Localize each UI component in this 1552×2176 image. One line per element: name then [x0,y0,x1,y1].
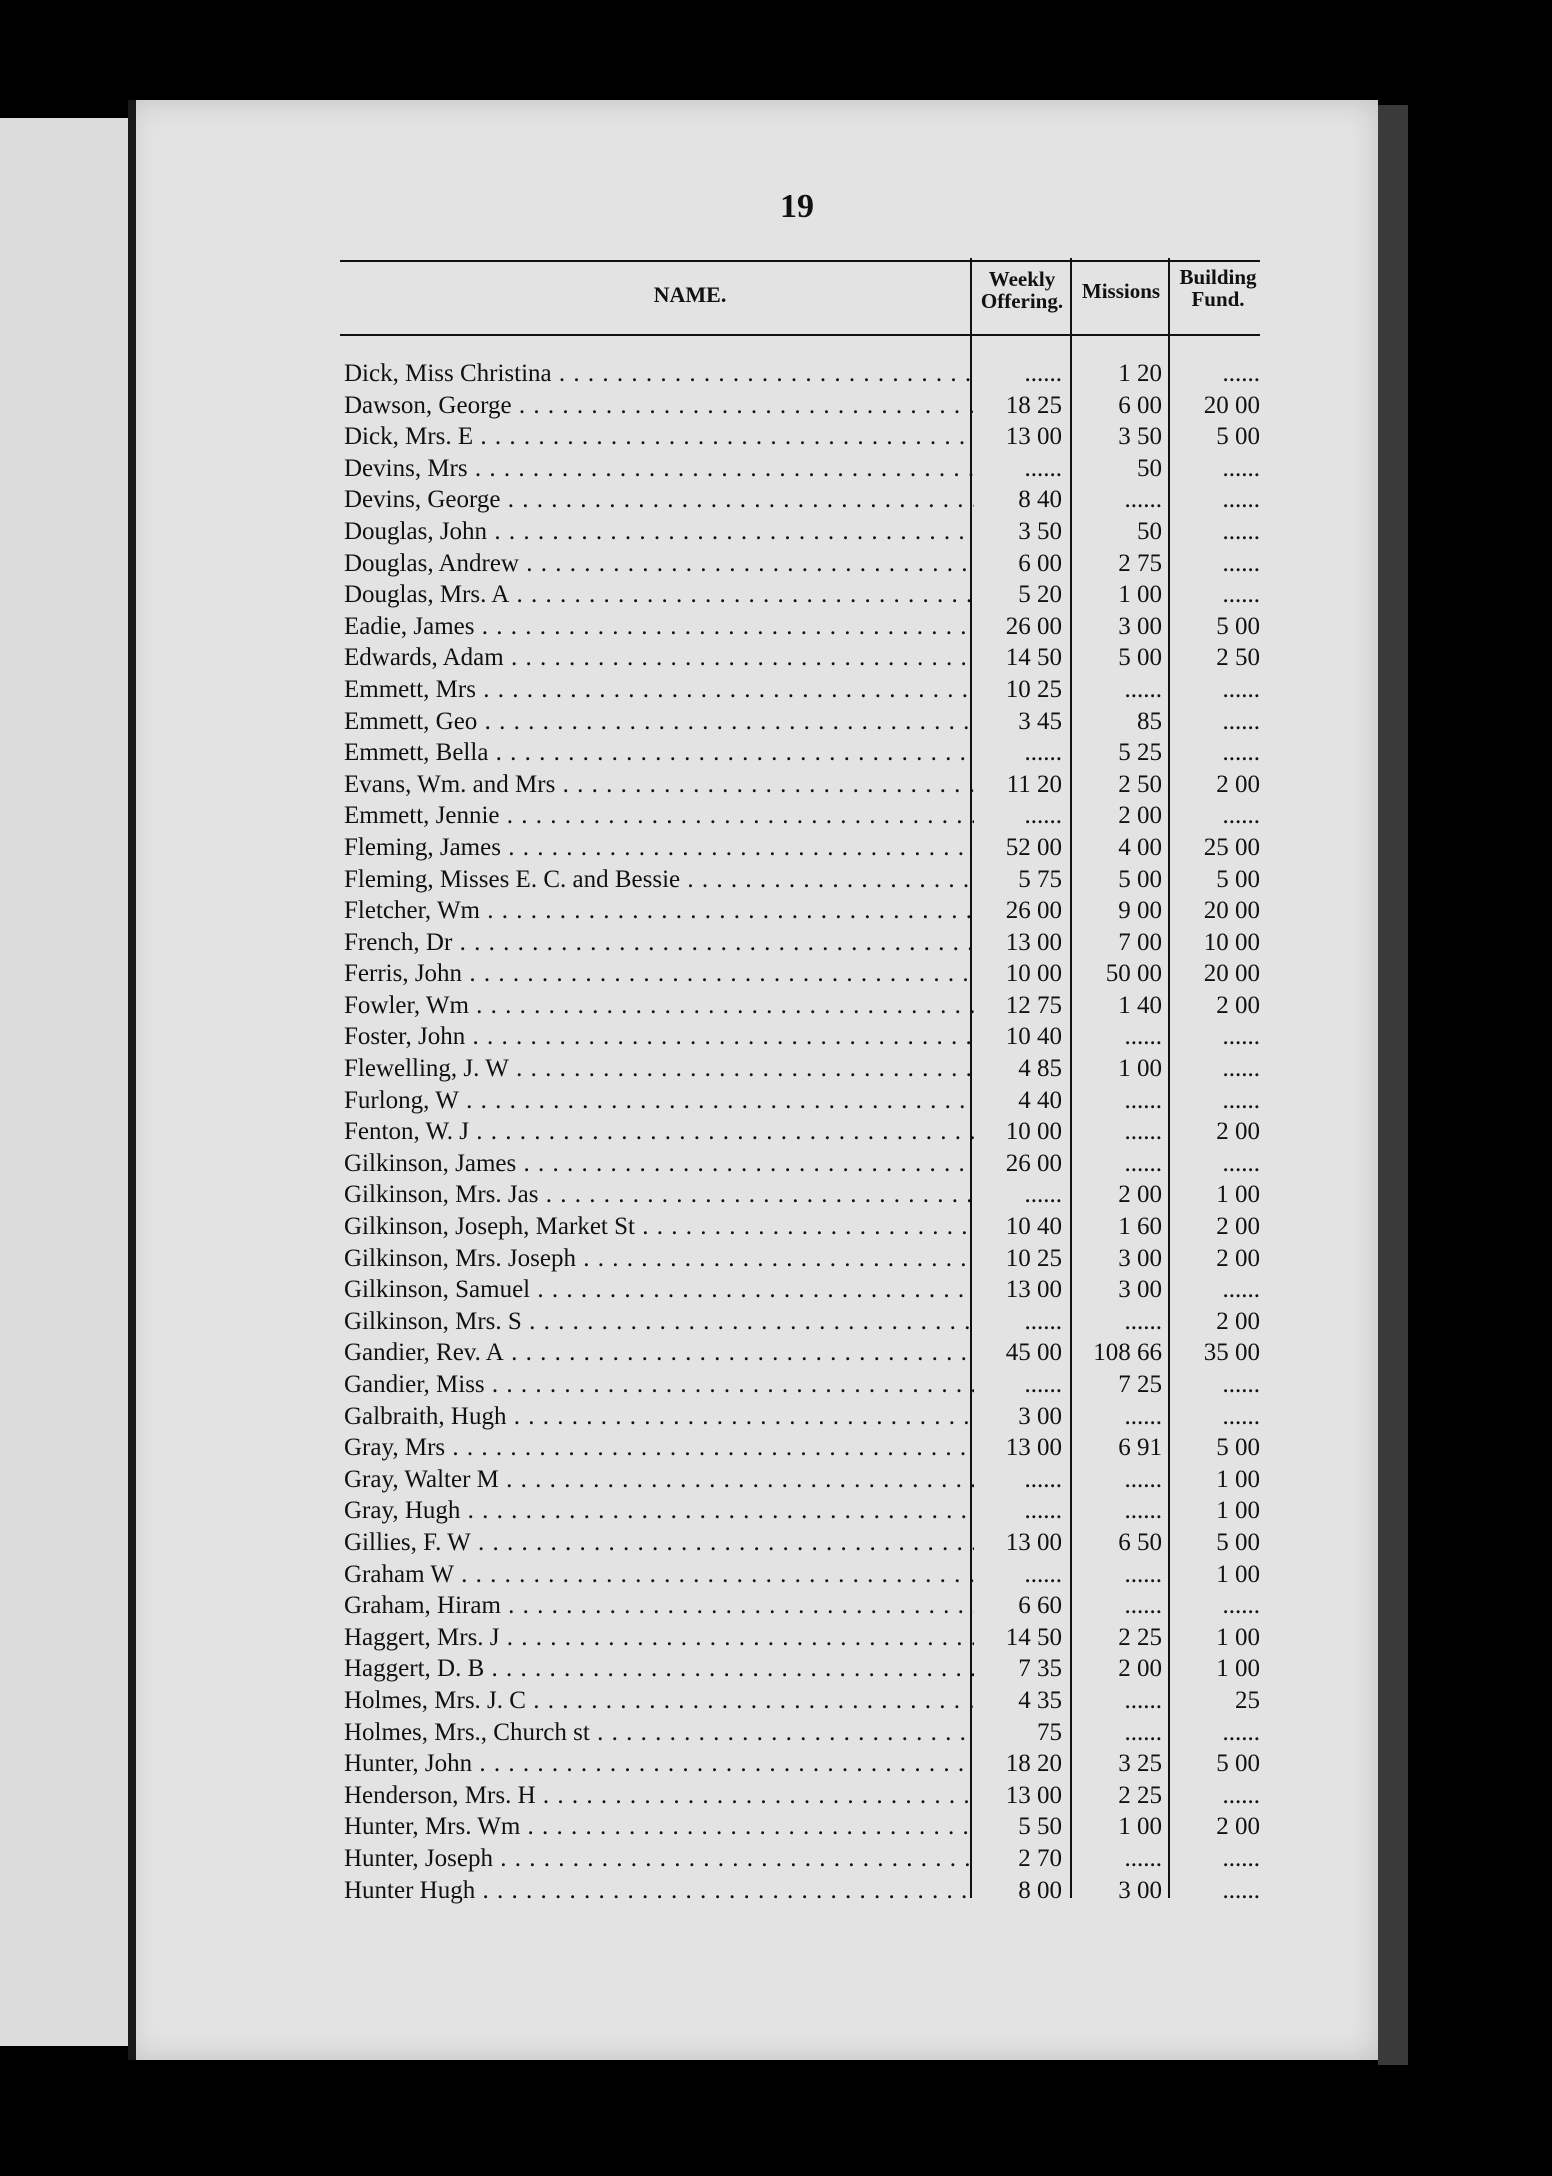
weekly-offering-amount: ...... [1024,360,1062,387]
building-fund-amount: 1 00 [1216,1465,1260,1493]
contributor-name: Foster, John . . . [344,1021,974,1053]
contributor-name: Emmett, Mrs . . . [344,674,974,706]
contributor-name: Flewelling, J. W . . . [344,1053,974,1085]
weekly-offering-amount: 2 70 [1018,1844,1062,1872]
weekly-offering-amount: ...... [1024,739,1062,767]
weekly-offering-amount: ...... [1024,1560,1062,1588]
table-row [340,1748,1260,1780]
missions-amount: ...... [1124,675,1162,703]
table-row [340,1337,1260,1369]
building-fund-amount: 5 00 [1216,1528,1260,1556]
building-fund-amount: 2 50 [1216,644,1260,672]
missions-amount: 9 00 [1118,897,1162,925]
contributor-name: Gandier, Miss . . . [344,1369,974,1401]
building-fund-amount: 2 00 [1216,1244,1260,1272]
table-row [340,1053,1260,1085]
weekly-offering-amount: 75 [1037,1718,1062,1746]
table-row [340,927,1260,959]
contributor-name: Gilkinson, Joseph, Market St . . . [344,1211,974,1243]
contributor-name: Gilkinson, James . . . [344,1148,974,1180]
building-fund-amount: 5 00 [1216,1434,1260,1462]
building-fund-amount: ...... [1222,1276,1260,1304]
contributor-name: Galbraith, Hugh . . . [344,1401,974,1433]
page-thickness-edge [1378,105,1408,2065]
building-fund-amount: 10 00 [1203,928,1260,956]
contributor-name: Fleming, Misses E. C. and Bessie . . . [344,864,974,896]
contributor-name: Holmes, Mrs., Church st . . . [344,1717,974,1749]
missions-amount: ...... [1124,1560,1162,1588]
table-row [340,895,1260,927]
table-row [340,1717,1260,1749]
weekly-offering-amount: 13 00 [1005,928,1062,956]
weekly-offering-amount: 6 60 [1018,1592,1062,1620]
table-row [340,1653,1260,1685]
building-fund-amount: ...... [1222,1086,1260,1114]
table-row [340,1590,1260,1622]
weekly-offering-amount: 52 00 [1005,833,1062,861]
contributor-name: Douglas, Mrs. A . . . [344,579,974,611]
weekly-offering-amount: 7 35 [1018,1655,1062,1683]
contributor-name: Emmett, Geo . . . [344,706,974,738]
facing-page-edge [0,118,142,2046]
contributor-name: Holmes, Mrs. J. C . . . [344,1685,974,1717]
building-fund-amount: 5 00 [1216,423,1260,451]
contributor-name: Henderson, Mrs. H . . . [344,1780,974,1812]
weekly-offering-amount: 10 00 [1005,1118,1062,1146]
weekly-offering-amount: ...... [1024,802,1062,830]
weekly-offering-amount: 45 00 [1005,1339,1062,1367]
table-row [340,1274,1260,1306]
weekly-offering-amount: 8 00 [1018,1876,1062,1904]
missions-amount: 3 00 [1118,1244,1162,1272]
table-row [340,1148,1260,1180]
missions-amount: ...... [1124,1844,1162,1872]
table-row [340,516,1260,548]
contributor-name: Douglas, John . . . [344,516,974,548]
contributor-name: Devins, Mrs . . . [344,453,974,485]
weekly-offering-amount: 14 50 [1005,1623,1062,1651]
contributor-name: Gray, Hugh . . . [344,1495,974,1527]
weekly-offering-amount: 18 25 [1005,391,1062,419]
contributor-name: Gillies, F. W . . . [344,1527,974,1559]
missions-amount: 2 50 [1118,770,1162,798]
contributor-name: Hunter Hugh . . . [344,1875,974,1907]
missions-amount: 1 40 [1118,991,1162,1019]
table-row [340,1243,1260,1275]
building-fund-amount: ...... [1222,454,1260,482]
table-top-rule [340,260,1260,262]
table-row [340,1843,1260,1875]
contributor-name: Gray, Walter M . . . [344,1464,974,1496]
building-fund-amount: 20 00 [1203,897,1260,925]
table-row [340,1432,1260,1464]
missions-amount: 2 00 [1118,802,1162,830]
building-fund-amount: 5 00 [1216,1750,1260,1778]
table-row [340,1464,1260,1496]
table-row [340,1401,1260,1433]
contributor-name: Douglas, Andrew . . . [344,548,974,580]
table-row [340,1021,1260,1053]
building-fund-amount: ...... [1222,675,1260,703]
table-row [340,453,1260,485]
table-row [340,1369,1260,1401]
table-row [340,769,1260,801]
contributor-name: Emmett, Jennie . . . [344,800,974,832]
building-fund-amount: ...... [1222,802,1260,830]
weekly-offering-amount: 12 75 [1005,991,1062,1019]
weekly-offering-amount: 5 50 [1018,1813,1062,1841]
missions-amount: ...... [1124,1086,1162,1114]
weekly-offering-amount: 3 45 [1018,707,1062,735]
weekly-offering-amount: 10 40 [1005,1023,1062,1051]
missions-amount: 1 00 [1118,581,1162,609]
building-fund-amount: ...... [1222,1876,1260,1904]
building-fund-amount: 1 00 [1216,1560,1260,1588]
weekly-offering-amount: 5 75 [1018,865,1062,893]
missions-amount: 1 00 [1118,1813,1162,1841]
contributor-name: Hunter, Mrs. Wm . . . [344,1811,974,1843]
table-row [340,358,1260,390]
missions-amount: 108 66 [1093,1339,1162,1367]
weekly-offering-amount: ...... [1024,1465,1062,1493]
building-fund-amount: 2 00 [1216,1813,1260,1841]
table-row [340,706,1260,738]
weekly-offering-amount: 13 00 [1005,1276,1062,1304]
weekly-offering-amount: 10 40 [1005,1213,1062,1241]
weekly-offering-amount: 3 50 [1018,517,1062,545]
page-binding-edge [128,100,136,2060]
table-row [340,1527,1260,1559]
missions-amount: 85 [1137,707,1162,735]
weekly-offering-amount: 3 00 [1018,1402,1062,1430]
contributor-name: Fowler, Wm . . . [344,990,974,1022]
header-building-fund: Building Fund. [1179,265,1257,311]
building-fund-amount: ...... [1222,1402,1260,1430]
contributor-name: Gandier, Rev. A . . . [344,1337,974,1369]
contributor-name: Gray, Mrs . . . [344,1432,974,1464]
building-fund-amount: 2 00 [1216,1213,1260,1241]
missions-amount: 3 00 [1118,612,1162,640]
table-row [340,1211,1260,1243]
missions-amount: ...... [1124,1592,1162,1620]
contributor-name: Ferris, John . . . [344,958,974,990]
contributor-name: Evans, Wm. and Mrs . . . [344,769,974,801]
missions-amount: ...... [1124,1402,1162,1430]
missions-amount: ...... [1124,1497,1162,1525]
weekly-offering-amount: 4 40 [1018,1086,1062,1114]
contributor-name: Furlong, W . . . [344,1085,974,1117]
page-number: 19 [780,188,814,225]
table-row [340,579,1260,611]
contributor-name: Devins, George . . . [344,484,974,516]
contributor-name: Graham, Hiram . . . [344,1590,974,1622]
missions-amount: 2 75 [1118,549,1162,577]
weekly-offering-amount: 10 25 [1005,675,1062,703]
weekly-offering-amount: 10 00 [1005,960,1062,988]
building-fund-amount: 35 00 [1203,1339,1260,1367]
missions-amount: 3 00 [1118,1876,1162,1904]
missions-amount: ...... [1124,486,1162,514]
building-fund-amount: 2 00 [1216,770,1260,798]
missions-amount: 50 00 [1105,960,1162,988]
table-row [340,832,1260,864]
weekly-offering-amount: 4 85 [1018,1055,1062,1083]
contributor-name: Haggert, Mrs. J . . . [344,1622,974,1654]
missions-amount: 1 00 [1118,1055,1162,1083]
missions-amount: 2 25 [1118,1781,1162,1809]
contributor-name: Eadie, James . . . [344,611,974,643]
table-row [340,421,1260,453]
contributor-name: Fletcher, Wm . . . [344,895,974,927]
contributor-name: Haggert, D. B . . . [344,1653,974,1685]
table-row [340,1875,1260,1907]
contributor-name: Gilkinson, Mrs. Jas . . . [344,1179,974,1211]
missions-amount: ...... [1124,1465,1162,1493]
building-fund-amount: 1 00 [1216,1623,1260,1651]
building-fund-amount: ...... [1222,739,1260,767]
contributor-name: Fleming, James . . . [344,832,974,864]
contributor-name: Dick, Miss Christina . . . [344,358,974,390]
weekly-offering-amount: 4 35 [1018,1686,1062,1714]
missions-amount: 5 00 [1118,644,1162,672]
table-row [340,1306,1260,1338]
weekly-offering-amount: 5 20 [1018,581,1062,609]
missions-amount: 4 00 [1118,833,1162,861]
missions-amount: ...... [1124,1718,1162,1746]
building-fund-amount: 2 00 [1216,991,1260,1019]
weekly-offering-amount: 8 40 [1018,486,1062,514]
table-row [340,1685,1260,1717]
weekly-offering-amount: 13 00 [1005,1528,1062,1556]
building-fund-amount: 20 00 [1203,391,1260,419]
table-row [340,958,1260,990]
weekly-offering-amount: 14 50 [1005,644,1062,672]
missions-amount: 3 25 [1118,1750,1162,1778]
weekly-offering-amount: 26 00 [1005,1149,1062,1177]
table-row [340,390,1260,422]
missions-amount: 6 91 [1118,1434,1162,1462]
building-fund-amount: 1 00 [1216,1497,1260,1525]
weekly-offering-amount: 10 25 [1005,1244,1062,1272]
missions-amount: 7 25 [1118,1371,1162,1398]
table-row [340,1495,1260,1527]
contributor-name: Gilkinson, Mrs. Joseph . . . [344,1243,974,1275]
weekly-offering-amount: 26 00 [1005,612,1062,640]
building-fund-amount: ...... [1222,549,1260,577]
building-fund-amount: ...... [1222,1371,1260,1398]
building-fund-amount: ...... [1222,1844,1260,1872]
table-row [340,1780,1260,1812]
contributor-name: Hunter, John . . . [344,1748,974,1780]
header-missions: Missions [1081,279,1161,303]
missions-amount: 1 20 [1118,360,1162,387]
building-fund-amount: ...... [1222,1592,1260,1620]
building-fund-amount: ...... [1222,360,1260,387]
table-row [340,611,1260,643]
building-fund-amount: 5 00 [1216,865,1260,893]
contributor-name: Edwards, Adam . . . [344,642,974,674]
building-fund-amount: ...... [1222,1055,1260,1083]
missions-amount: 6 50 [1118,1528,1162,1556]
building-fund-amount: ...... [1222,1781,1260,1809]
contributor-name: Dick, Mrs. E . . . [344,421,974,453]
table-row [340,1179,1260,1211]
building-fund-amount: 20 00 [1203,960,1260,988]
weekly-offering-amount: 6 00 [1018,549,1062,577]
building-fund-amount: ...... [1222,486,1260,514]
building-fund-amount: 2 00 [1216,1307,1260,1335]
weekly-offering-amount: 13 00 [1005,1434,1062,1462]
header-name: NAME. [653,282,727,307]
table-row [340,548,1260,580]
missions-amount: 2 00 [1118,1181,1162,1209]
building-fund-amount: 1 00 [1216,1655,1260,1683]
table-row [340,674,1260,706]
weekly-offering-amount: ...... [1024,1371,1062,1398]
building-fund-amount: 5 00 [1216,612,1260,640]
table-header-rule [340,334,1260,336]
contributor-name: Hunter, Joseph . . . [344,1843,974,1875]
building-fund-amount: ...... [1222,581,1260,609]
contributor-name: Emmett, Bella . . . [344,737,974,769]
table-row [340,864,1260,896]
weekly-offering-amount: ...... [1024,1307,1062,1335]
building-fund-amount: 1 00 [1216,1181,1260,1209]
weekly-offering-amount: ...... [1024,1497,1062,1525]
contributor-name: Dawson, George . . . [344,390,974,422]
table-row [340,1085,1260,1117]
missions-amount: 5 25 [1118,739,1162,767]
weekly-offering-amount: ...... [1024,1181,1062,1209]
contributor-name: Gilkinson, Samuel . . . [344,1274,974,1306]
table-row [340,990,1260,1022]
building-fund-amount: ...... [1222,517,1260,545]
missions-amount: 5 00 [1118,865,1162,893]
missions-amount: 7 00 [1118,928,1162,956]
table-row [340,642,1260,674]
weekly-offering-amount: 26 00 [1005,897,1062,925]
building-fund-amount: ...... [1222,1023,1260,1051]
missions-amount: 3 50 [1118,423,1162,451]
header-weekly-offering: Weekly Offering. [980,267,1064,313]
building-fund-amount: ...... [1222,707,1260,735]
missions-amount: 50 [1137,454,1162,482]
weekly-offering-amount: 18 20 [1005,1750,1062,1778]
missions-amount: 6 00 [1118,391,1162,419]
missions-amount: 2 25 [1118,1623,1162,1651]
table-body [340,358,1260,1906]
missions-amount: ...... [1124,1307,1162,1335]
table-row [340,484,1260,516]
missions-amount: ...... [1124,1149,1162,1177]
table-row [340,800,1260,832]
building-fund-amount: ...... [1222,1718,1260,1746]
contributor-name: Graham W . . . [344,1559,974,1591]
weekly-offering-amount: 11 20 [1006,770,1062,798]
missions-amount: ...... [1124,1023,1162,1051]
building-fund-amount: 2 00 [1216,1118,1260,1146]
table-row [340,737,1260,769]
weekly-offering-amount: 13 00 [1005,423,1062,451]
table-row [340,1116,1260,1148]
table-row [340,1811,1260,1843]
missions-amount: ...... [1124,1686,1162,1714]
missions-amount: ...... [1124,1118,1162,1146]
table-row [340,1622,1260,1654]
missions-amount: 2 00 [1118,1655,1162,1683]
building-fund-amount: 25 00 [1203,833,1260,861]
table-row [340,1559,1260,1591]
missions-amount: 3 00 [1118,1276,1162,1304]
missions-amount: 50 [1137,517,1162,545]
contributor-name: Fenton, W. J . . . [344,1116,974,1148]
weekly-offering-amount: 13 00 [1005,1781,1062,1809]
building-fund-amount: ...... [1222,1149,1260,1177]
missions-amount: 1 60 [1118,1213,1162,1241]
weekly-offering-amount: ...... [1024,454,1062,482]
contributor-name: Gilkinson, Mrs. S . . . [344,1306,974,1338]
contributor-name: French, Dr . . . [344,927,974,959]
building-fund-amount: 25 [1235,1686,1260,1714]
